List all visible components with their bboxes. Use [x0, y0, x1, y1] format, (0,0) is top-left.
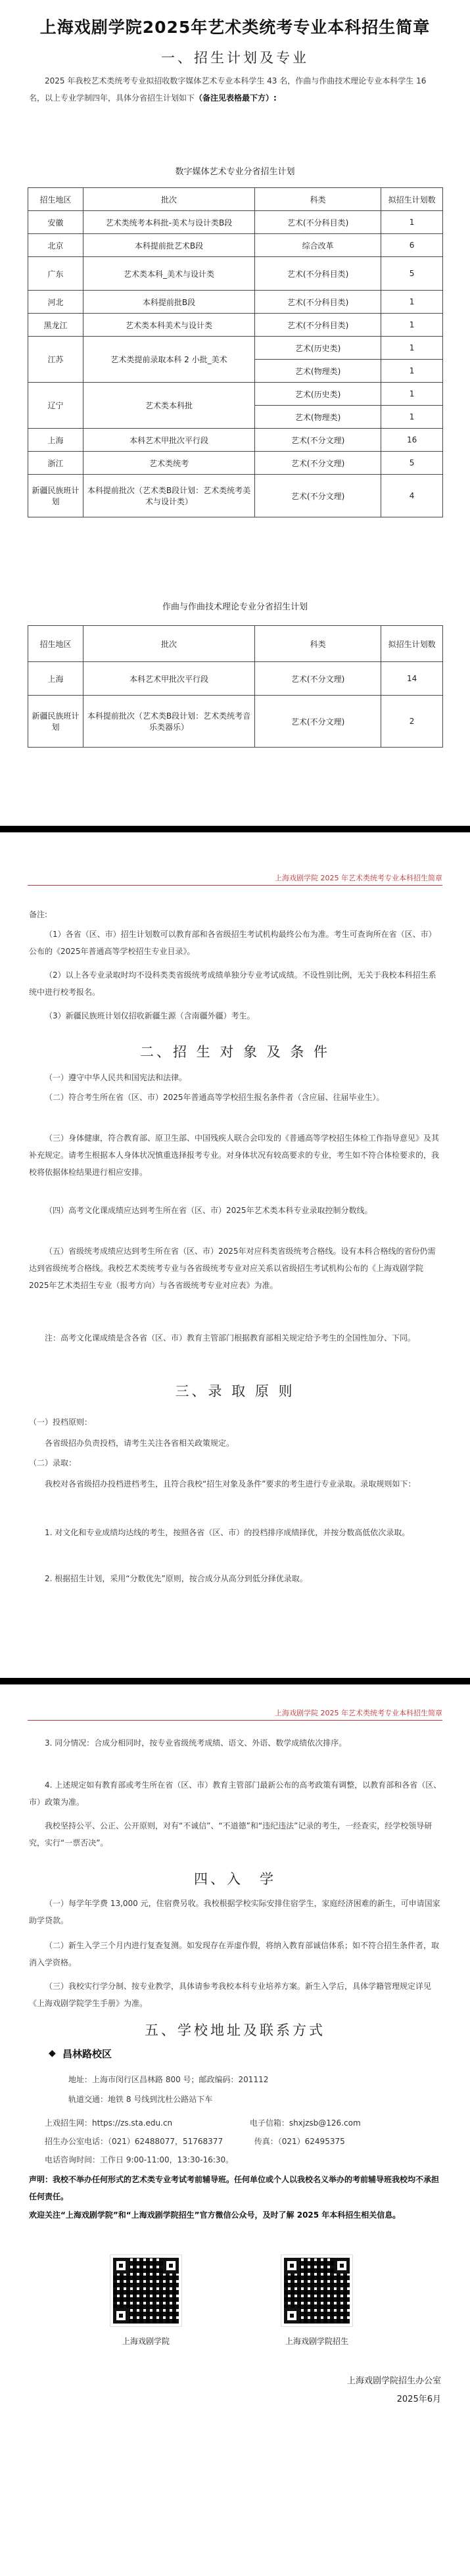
section5-heading: 五、学校地址及联系方式: [145, 2022, 325, 2038]
s4-p1: （一）每学年学费 13,000 元，住宿费另收。我校根据学校实际安排住宿学生，家庭经济困难的新生，可申请国家助学贷款。: [29, 1899, 440, 1925]
page-divider: [0, 826, 470, 832]
page-2: [0, 859, 470, 1669]
table-row: 新疆民族班计划 本科提前批次（艺术类B段计划：艺术类统考音乐类器乐） 艺术(不分文理) 2: [28, 696, 443, 748]
table-header-row: [28, 188, 443, 211]
running-header: 上海戏剧学院 2025 年艺术类统考专业本科招生简章: [28, 1696, 442, 1721]
table-row: 河北 本科提前批B段 艺术(不分科目类) 1: [28, 291, 443, 314]
campus-transit: 轨道交通：地铁 8 号线到沈杜公路站下车: [68, 2095, 213, 2104]
section2-heading: 二、招 生 对 象 及 条 件: [139, 1044, 331, 1060]
enrollment-table-composition: [28, 625, 443, 748]
th-region: 招生地区: [28, 626, 83, 662]
email-link[interactable]: shxjzsb@126.com: [289, 2118, 361, 2128]
note-3: （3）新疆民族班计划仅招收新疆生源（含南疆外疆）考生。: [45, 1011, 255, 1020]
th-category: 科类: [255, 626, 381, 662]
th-quota: 拟招生计划数: [381, 626, 443, 662]
table-row: 上海 本科艺术甲批次平行段 艺术(不分文理) 16: [28, 429, 443, 452]
s2-p3: （三）身体健康，符合教育部、原卫生部、中国残疾人联合会印发的《普通高等学校招生体检工作指导意见》及其补充规定。请考生根据本人身体状况慎重选择报考专业。对身体状况有较高要求的专业，考生如不符合体检要求的，我校将依据体检结果进行相应安排。: [29, 1133, 440, 1177]
contact-phone-line: 招生办公室电话：（021）62488077，51768377 传真：（021）62495375: [45, 2137, 345, 2146]
s3-r4: 4. 上述规定如有教育部或考生所在省（区、市）教育主管部门最新公布的高考政策有调整，以教育部和各省（区、市）政策为准。: [29, 1780, 442, 1807]
s3-r1: 1. 对文化和专业成绩均达线的考生，按照各省（区、市）的投档排序成绩择优，并按分数高低依次录取。: [45, 1528, 410, 1537]
table-row: 安徽 艺术类统考本科批-美术与设计类B段 艺术(不分科目类) 1: [28, 211, 443, 234]
table-row: 北京 本科提前批艺术B段 综合改革 6: [28, 234, 443, 257]
contact-web-line: 上戏招生网：https://zs.sta.edu.cn 电子信箱：shxjzsb@126.com: [45, 2118, 361, 2128]
s4-p3: （三）我校实行学分制、按专业教学，具体请参考我校本科专业培养方案。新生入学后，具体学籍管理规定详见《上海戏剧学院学生手册》为准。: [29, 1982, 432, 2008]
contact-hours: 电话咨询时间：工作日 9:00-11:00，13:30-16:30。: [45, 2155, 234, 2164]
th-category: 科类: [255, 188, 381, 211]
table-row: 上海 本科艺术甲批次平行段 艺术(不分文理) 14: [28, 662, 443, 696]
s4-p2: （二）新生入学三个月内进行复查复测。如发现存在弄虚作假，将纳入教育部诚信体系；如不符合招生条件者，取消入学资格。: [29, 1941, 440, 1967]
table-row: 艺术(物理类) 1: [28, 406, 443, 429]
th-region: 招生地区: [28, 188, 83, 211]
table-row: 广东 艺术类本科_美术与设计类 艺术(不分科目类) 5: [28, 257, 443, 291]
section1-intro: 2025 年我校艺术类统考专业拟招收数字媒体艺术专业本科学生 43 名，作曲与作曲技术理论专业本科学生 16 名，以上专业学制四年，具体分省招生计划如下（备注见表格最下方）:: [29, 76, 427, 103]
table-row: 黑龙江 艺术类本科美术与设计类 艺术(不分科目类) 1: [28, 314, 443, 337]
s2-p2: （二）符合考生所在省（区、市）2025年普通高等学校招生报名条件者（含应届、往届毕业生）。: [45, 1093, 385, 1102]
table-row: 艺术(物理类) 1: [28, 360, 443, 383]
th-batch: 批次: [83, 626, 254, 662]
page-1: [0, 0, 470, 813]
table-row: 辽宁 艺术类本科批 艺术(历史类) 1: [28, 383, 443, 406]
disclaimer: 声明：我校不举办任何形式的艺术类专业考试考前辅导班。任何单位或个人以我校名义举办的考前辅导班我校均不承担任何责任。: [29, 2175, 440, 2201]
s3-r3: 3. 同分情况：合成分相同时，按专业省级统考成绩、语文、外语、数学成绩依次排序。: [45, 1738, 347, 1748]
s3-r5: 我校坚持公平、公正、公开原则，对有“不诚信”、“不道德”和“违纪违法”记录的考生，一经查实，经学校领导研究，实行“一票否决”。: [29, 1821, 433, 1848]
th-batch: 批次: [83, 188, 254, 211]
table-row: 江苏 艺术类提前录取本科 2 小批_美术 艺术(历史类) 1: [28, 337, 443, 360]
s3-h1: （一）投档原则：: [29, 1418, 93, 1427]
qr-label-right: 上海戏剧学院招生: [285, 2337, 348, 2346]
diamond-icon: ◆: [49, 2048, 56, 2059]
website-link[interactable]: https://zs.sta.edu.cn: [92, 2118, 173, 2128]
table1-caption: 数字媒体艺术专业分省招生计划: [175, 167, 295, 177]
signature-office: 上海戏剧学院招生办公室: [346, 2376, 441, 2386]
follow-wechat: 欢迎关注“上海戏剧学院”和“上海戏剧学院招生”官方微信公众号，及时了解 2025 年本科招生相关信息。: [29, 2210, 401, 2220]
office-phones: （021）62488077，51768377: [108, 2137, 223, 2146]
enrollment-table-dma: [28, 187, 443, 517]
page-divider: [0, 1678, 470, 1684]
page-3: [0, 1696, 470, 2576]
signature-date: 2025年6月: [396, 2395, 441, 2404]
s3-r2: 2. 根据招生计划，采用“分数优先”原则，按合成分从高分到低分择优录取。: [45, 1574, 308, 1583]
s3-h1-text: 各省级招办负责投档，请考生关注各省相关政策规定。: [45, 1439, 235, 1448]
section3-heading: 三、录 取 原 则: [175, 1383, 295, 1399]
th-quota: 拟招生计划数: [381, 188, 443, 211]
table2-caption: 作曲与作曲技术理论专业分省招生计划: [162, 602, 308, 612]
s2-p6: 注：高考文化课成绩是含各省（区、市）教育主管部门根据教育部相关规定给予考生的全国性加分、下同。: [45, 1333, 416, 1343]
section4-heading: 四、入 学: [194, 1871, 276, 1887]
campus-address: 地址：上海市闵行区昌林路 800 号；邮政编码：201112: [68, 2075, 269, 2084]
note-2: （2）以上各专业录取时均不设科类类省级统考成绩单独分专业考试成绩。不设性别比例，无关于我校本科招生系统中进行校考报名。: [29, 970, 436, 997]
table-row: 新疆民族班计划 本科提前批次（艺术类B段计划：艺术类统考美术与设计类） 艺术(不分文理) 4: [28, 475, 443, 517]
notes-label: 备注:: [29, 910, 48, 919]
campus-name: 昌林路校区: [62, 2048, 112, 2060]
table-header-row: [28, 626, 443, 662]
s2-p5: （五）省级统考成绩应达到考生所在省（区、市）2025年对应科类省级统考合格线。设有本科合格线的省份仍需达到省级统考合格线。我校艺术类统考专业与各省级统考专业对应关系以省级招生考试机构公布的《上海戏剧学院 2025年艺术类招生专业（报考方向）与各省级统考专业对应表》为准。: [29, 1247, 436, 1290]
table-row: 浙江 艺术类统考 艺术(不分文理) 5: [28, 452, 443, 475]
page-title: 上海戏剧学院2025年艺术类统考专业本科招生简章: [39, 18, 431, 37]
s2-p4: （四）高考文化课成绩应达到考生所在省（区、市）2025年艺术类本科专业录取控制分数线。: [45, 1206, 373, 1215]
note-1: （1）各省（区、市）招生计划数可以教育部和各省级招生考试机构最终公布为准。考生可查询所在省（区、市）公布的《2025年普通高等学校招生专业目录》。: [29, 930, 436, 956]
running-header: 上海戏剧学院 2025 年艺术类统考专业本科招生简章: [28, 859, 442, 886]
qr-label-left: 上海戏剧学院: [122, 2337, 170, 2346]
section1-heading: 一、招生计划及专业: [161, 50, 309, 66]
qr-code-left[interactable]: [110, 2255, 181, 2326]
fax-number: （021）62495375: [277, 2137, 345, 2146]
s3-h2: （二）录取：: [29, 1458, 77, 1467]
s2-p1: （一）遵守中华人民共和国宪法和法律。: [45, 1073, 187, 1082]
qr-code-right[interactable]: [281, 2255, 352, 2326]
s3-h2-text: 我校对各省级招办投档进档考生，且符合我校“招生对象及条件”要求的考生进行专业录取。录取规则如下：: [45, 1479, 416, 1489]
